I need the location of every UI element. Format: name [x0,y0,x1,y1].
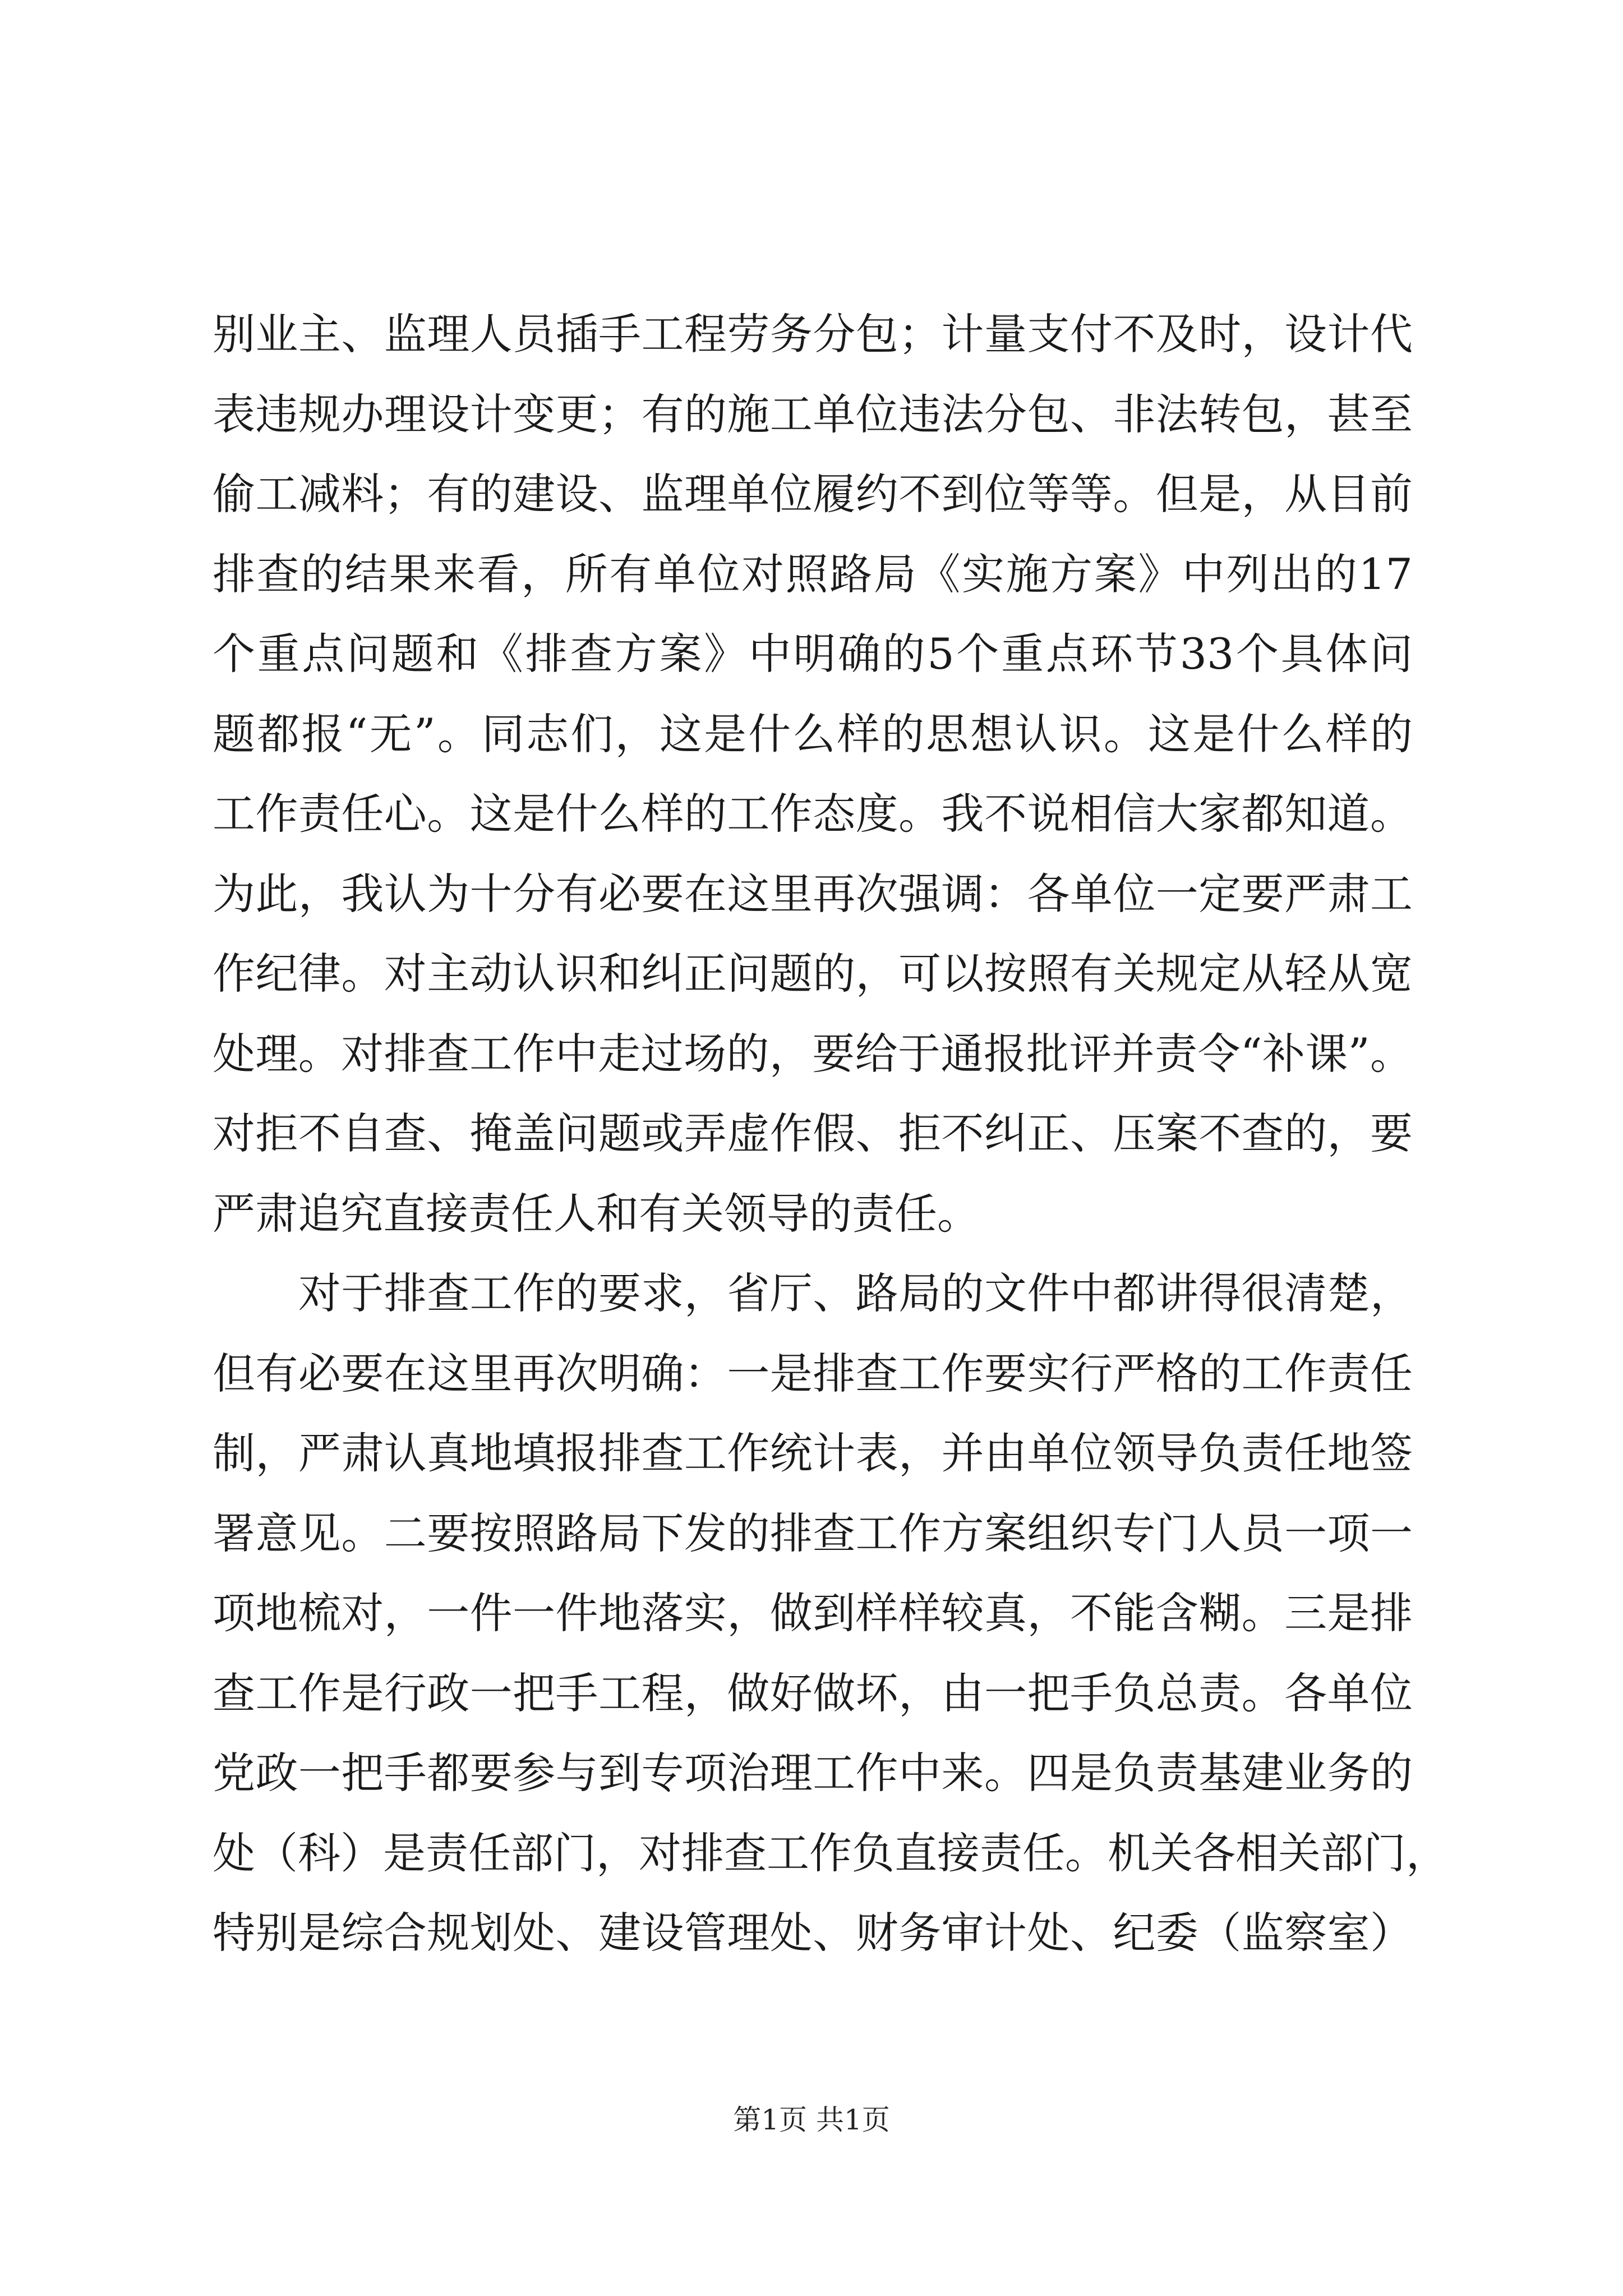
text-line: 但有必要在这里再次明确：一是排查工作要实行严格的工作责任 [213,1348,1413,1398]
text-line: 项地梳对，一件一件地落实，做到样样较真，不能含糊。三是排 [213,1588,1413,1638]
page-footer [0,2100,1623,2139]
text-line: 个重点问题和《排查方案》中明确的5个重点环节33个具体问 [213,629,1413,679]
text-line: 作纪律。对主动认识和纠正问题的，可以按照有关规定从轻从宽 [213,949,1413,999]
text-line: 处（科）是责任部门，对排查工作负直接责任。机关各相关部门， [213,1828,1449,1878]
text-line: 查工作是行政一把手工程，做好做坏，由一把手负总责。各单位 [213,1668,1413,1718]
text-line: 署意见。二要按照路局下发的排查工作方案组织专门人员一项一 [213,1508,1413,1558]
text-line: 特别是综合规划处、建设管理处、财务审计处、纪委（监察室） [213,1908,1413,1958]
paragraph [213,1254,1449,1973]
text-line: 严肃追究直接责任人和有关领导的责任。 [213,1188,980,1239]
text-line: 题都报“无”。同志们，这是什么样的思想认识。这是什么样的 [213,708,1413,759]
paragraph [213,295,1413,1254]
text-line: 别业主、监理人员插手工程劳务分包；计量支付不及时，设计代 [213,309,1413,359]
text-line: 党政一把手都要参与到专项治理工作中来。四是负责基建业务的 [213,1748,1413,1798]
text-line: 工作责任心。这是什么样的工作态度。我不说相信大家都知道。 [213,789,1413,839]
text-line: 表违规办理设计变更；有的施工单位违法分包、非法转包，甚至 [213,389,1413,439]
text-line: 制，严肃认真地填报排查工作统计表，并由单位领导负责任地签 [213,1428,1413,1478]
text-line: 处理。对排查工作中走过场的，要给于通报批评并责令“补课”。 [213,1028,1413,1079]
text-line: 对于排查工作的要求，省厅、路局的文件中都讲得很清楚， [213,1268,1413,1318]
page-number: 第1页 共1页 [733,2104,890,2136]
text-line: 排查的结果来看，所有单位对照路局《实施方案》中列出的17 [213,549,1413,599]
text-line: 偷工减料；有的建设、监理单位履约不到位等等。但是，从目前 [213,469,1413,519]
document-body [213,295,1449,1973]
text-line: 为此，我认为十分有必要在这里再次强调：各单位一定要严肃工 [213,868,1413,919]
text-line: 对拒不自查、掩盖问题或弄虚作假、拒不纠正、压案不查的，要 [213,1108,1413,1158]
